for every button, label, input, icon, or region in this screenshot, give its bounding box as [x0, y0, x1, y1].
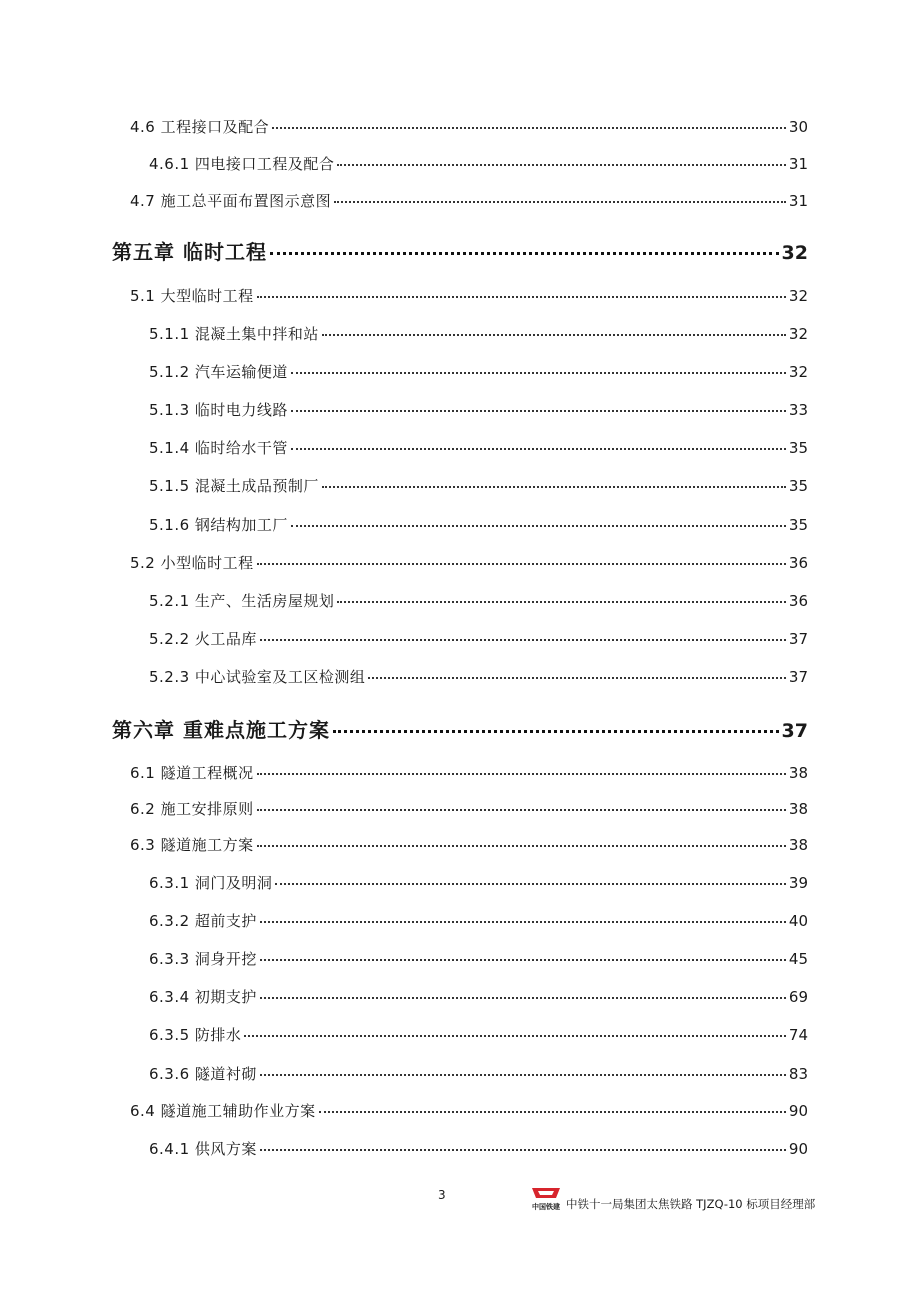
toc-entry[interactable]	[149, 628, 808, 649]
toc-entry-page: 31	[788, 155, 808, 173]
company-logo-icon	[528, 1184, 564, 1214]
toc-dot-leader	[260, 997, 786, 999]
toc-dot-leader	[257, 296, 786, 298]
toc-entry[interactable]	[149, 514, 808, 535]
toc-entry-page: 37	[788, 630, 808, 648]
toc-dot-leader	[260, 1074, 786, 1076]
toc-entry-title: 4.6.1 四电接口工程及配合	[149, 155, 335, 173]
toc-entry-page: 90	[788, 1140, 808, 1158]
toc-entry[interactable]	[149, 399, 808, 420]
toc-entry-page: 38	[788, 836, 808, 854]
toc-entry-title: 6.3.4 初期支护	[149, 988, 257, 1006]
toc-entry-title: 5.1 大型临时工程	[130, 287, 254, 305]
toc-entry[interactable]	[130, 798, 808, 819]
toc-dot-leader	[257, 809, 786, 811]
toc-entry-title: 5.1.1 混凝土集中拌和站	[149, 325, 319, 343]
toc-entry-title: 6.3.3 洞身开挖	[149, 950, 257, 968]
toc-entry-page: 35	[788, 516, 808, 534]
toc-entry-title: 6.3.6 隧道衬砌	[149, 1065, 257, 1083]
toc-entry-page: 37	[781, 720, 808, 742]
toc-entry-page: 37	[788, 668, 808, 686]
toc-entry-page: 33	[788, 401, 808, 419]
logo-text: 中国铁建	[532, 1203, 560, 1211]
toc-dot-leader	[291, 525, 786, 527]
toc-entry-page: 36	[788, 554, 808, 572]
toc-dot-leader	[257, 845, 786, 847]
toc-entry-page: 32	[788, 363, 808, 381]
toc-chapter-entry[interactable]	[112, 714, 808, 743]
toc-dot-leader	[337, 601, 785, 603]
toc-entry-page: 32	[781, 242, 808, 264]
toc-entry-title: 5.1.6 钢结构加工厂	[149, 516, 288, 534]
toc-dot-leader	[257, 563, 786, 565]
toc-dot-leader	[291, 372, 786, 374]
toc-entry-page: 90	[788, 1102, 808, 1120]
toc-entry-page: 69	[788, 988, 808, 1006]
toc-entry-page: 32	[788, 325, 808, 343]
toc-entry[interactable]	[149, 437, 808, 458]
toc-entry-title: 5.2.3 中心试验室及工区检测组	[149, 668, 366, 686]
toc-entry[interactable]	[149, 986, 808, 1007]
toc-entry-title: 6.4.1 供风方案	[149, 1140, 257, 1158]
toc-entry[interactable]	[130, 116, 808, 137]
toc-entry[interactable]	[149, 361, 808, 382]
toc-entry[interactable]	[130, 762, 808, 783]
toc-entry[interactable]	[130, 1100, 808, 1121]
toc-dot-leader	[322, 486, 786, 488]
toc-entry-page: 40	[788, 912, 808, 930]
toc-entry[interactable]	[130, 834, 808, 855]
toc-dot-leader	[275, 883, 785, 885]
toc-entry[interactable]	[149, 475, 808, 496]
toc-entry-title: 5.2.2 火工品库	[149, 630, 257, 648]
toc-entry[interactable]	[130, 552, 808, 573]
toc-entry[interactable]	[149, 666, 808, 687]
toc-entry[interactable]	[149, 323, 808, 344]
toc-entry-page: 74	[788, 1026, 808, 1044]
toc-dot-leader	[260, 921, 786, 923]
toc-entry-page: 35	[788, 439, 808, 457]
page-number: 3	[438, 1188, 446, 1202]
toc-entry-title: 6.3.2 超前支护	[149, 912, 257, 930]
toc-dot-leader	[260, 639, 786, 641]
toc-dot-leader	[270, 252, 779, 255]
toc-entry-title: 6.2 施工安排原则	[130, 800, 254, 818]
toc-dot-leader	[337, 164, 785, 166]
toc-chapter-entry[interactable]	[112, 236, 808, 265]
toc-entry-page: 35	[788, 477, 808, 495]
toc-entry-page: 36	[788, 592, 808, 610]
toc-dot-leader	[257, 773, 786, 775]
toc-entry-page: 83	[788, 1065, 808, 1083]
toc-entry-title: 6.4 隧道施工辅助作业方案	[130, 1102, 316, 1120]
toc-entry-title: 5.1.4 临时给水干管	[149, 439, 288, 457]
toc-dot-leader	[260, 1149, 786, 1151]
toc-entry-page: 31	[788, 192, 808, 210]
toc-entry-page: 45	[788, 950, 808, 968]
toc-entry[interactable]	[149, 872, 808, 893]
toc-entry[interactable]	[149, 910, 808, 931]
toc-entry[interactable]	[130, 285, 808, 306]
toc-dot-leader	[322, 334, 786, 336]
toc-entry-page: 32	[788, 287, 808, 305]
toc-dot-leader	[368, 677, 785, 679]
toc-entry-title: 5.2.1 生产、生活房屋规划	[149, 592, 335, 610]
toc-entry-title: 5.1.3 临时电力线路	[149, 401, 288, 419]
toc-entry[interactable]	[149, 1024, 808, 1045]
toc-entry-title: 6.1 隧道工程概况	[130, 764, 254, 782]
toc-dot-leader	[291, 448, 786, 450]
toc-dot-leader	[291, 410, 786, 412]
toc-entry[interactable]	[130, 190, 808, 211]
toc-dot-leader	[272, 127, 786, 129]
toc-entry-title: 4.6 工程接口及配合	[130, 118, 270, 136]
toc-entry[interactable]	[149, 948, 808, 969]
toc-entry-title: 5.1.5 混凝土成品预制厂	[149, 477, 319, 495]
toc-entry-title: 6.3 隧道施工方案	[130, 836, 254, 854]
toc-dot-leader	[244, 1035, 785, 1037]
toc-entry-page: 38	[788, 800, 808, 818]
toc-dot-leader	[334, 201, 786, 203]
toc-entry-title: 第五章 临时工程	[112, 240, 267, 264]
toc-entry[interactable]	[149, 1063, 808, 1084]
toc-entry[interactable]	[149, 1138, 808, 1159]
toc-entry-page: 38	[788, 764, 808, 782]
toc-entry-title: 5.2 小型临时工程	[130, 554, 254, 572]
toc-entry-title: 6.3.5 防排水	[149, 1026, 242, 1044]
toc-dot-leader	[260, 959, 786, 961]
toc-dot-leader	[333, 730, 779, 733]
toc-entry-title: 第六章 重难点施工方案	[112, 718, 330, 742]
toc-entry-title: 6.3.1 洞门及明洞	[149, 874, 273, 892]
toc-entry[interactable]	[149, 590, 808, 611]
toc-entry-page: 30	[788, 118, 808, 136]
toc-entry[interactable]	[149, 153, 808, 174]
toc-entry-page: 39	[788, 874, 808, 892]
toc-entry-title: 5.1.2 汽车运输便道	[149, 363, 288, 381]
toc-entry-title: 4.7 施工总平面布置图示意图	[130, 192, 332, 210]
toc-dot-leader	[319, 1111, 786, 1113]
footer-organization: 中铁十一局集团太焦铁路 TJZQ-10 标项目经理部	[566, 1197, 816, 1211]
